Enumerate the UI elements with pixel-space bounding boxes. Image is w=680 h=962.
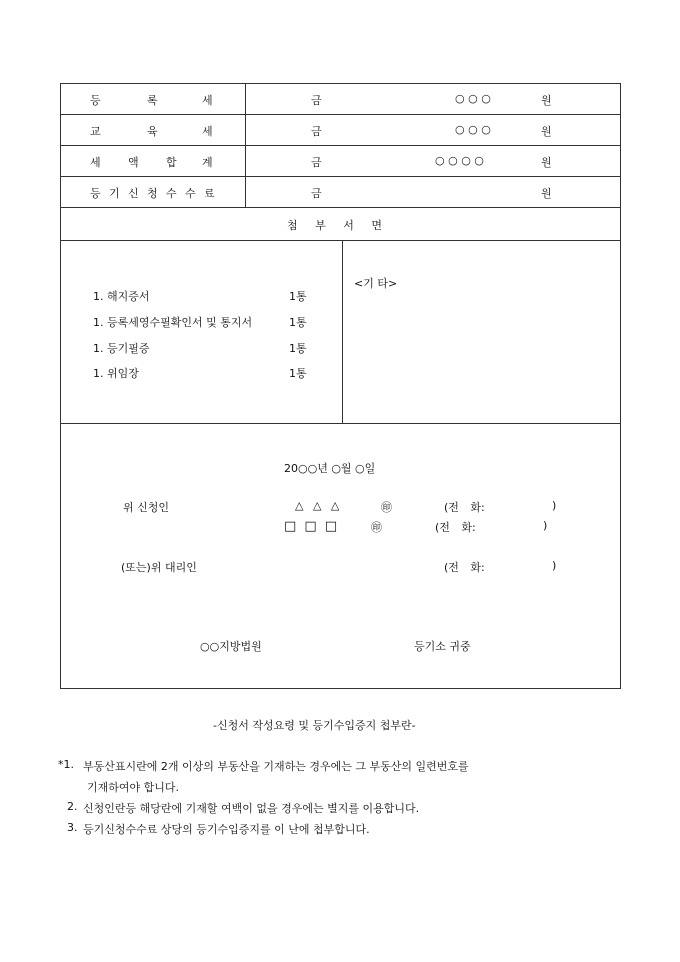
phone-close: ) [552, 499, 557, 512]
fee-currency: 금 [311, 125, 322, 138]
note-continuation: 기재하여야 합니다. [87, 781, 180, 794]
note-text: 등기신청수수료 상당의 등기수입증지를 이 난에 첩부합니다. [83, 823, 370, 836]
fee-label-char: 록 [147, 94, 158, 107]
fee-amount: ○ ○ ○ [455, 92, 491, 105]
row-divider [61, 240, 620, 241]
fee-label-char: 등 [90, 187, 101, 200]
notes-title: -신청서 작성요령 및 등기수입증지 첩부란- [213, 719, 416, 732]
fee-unit: 원 [541, 125, 552, 138]
fee-label-char: 합 [166, 156, 177, 169]
note-marker: *1. [58, 758, 74, 771]
application-date: 20○○년 ○월 ○일 [284, 462, 376, 475]
fee-label-char: 기 [109, 187, 120, 200]
row-divider [61, 114, 620, 115]
attachments-heading: 첨 부 서 면 [287, 219, 382, 232]
fee-label-char: 수 [166, 187, 177, 200]
fee-label-char: 등 [90, 94, 101, 107]
seal-icon: ㊞ [381, 501, 392, 514]
phone-label: (전 화: [444, 501, 485, 514]
fee-label-char: 료 [204, 187, 215, 200]
column-divider [342, 240, 343, 423]
attachment-item: 1. 위임장 [93, 367, 139, 380]
phone-label: (전 화: [435, 521, 476, 534]
fee-label-char: 액 [128, 156, 139, 169]
applicant-marks-2: □ □ □ [284, 519, 338, 534]
attachment-item: 1. 등록세영수필확인서 및 통지서 [93, 316, 253, 329]
fee-amount: ○ ○ ○ ○ [435, 154, 484, 167]
phone-close: ) [543, 519, 548, 532]
fee-amount: ○ ○ ○ [455, 123, 491, 136]
attachment-item: 1. 해지증서 [93, 290, 150, 303]
fee-label-char: 청 [147, 187, 158, 200]
registration-form [60, 83, 621, 689]
fee-currency: 금 [311, 156, 322, 169]
fee-label-char: 세 [202, 94, 213, 107]
fee-label-char: 세 [202, 125, 213, 138]
fee-currency: 금 [311, 94, 322, 107]
column-divider [245, 84, 246, 207]
note-text: 부동산표시란에 2개 이상의 부동산을 기재하는 경우에는 그 부동산의 일련번호를 [83, 760, 469, 773]
attachment-count: 1통 [289, 316, 307, 329]
attachment-count: 1통 [289, 342, 307, 355]
row-divider [61, 145, 620, 146]
attachment-item: 1. 등기필증 [93, 342, 150, 355]
fee-label-char: 육 [147, 125, 158, 138]
attachment-count: 1통 [289, 290, 307, 303]
fee-unit: 원 [541, 156, 552, 169]
fee-unit: 원 [541, 94, 552, 107]
phone-close: ) [552, 559, 557, 572]
fee-label-char: 교 [90, 125, 101, 138]
note-text: 신청인란등 해당란에 기재할 여백이 없을 경우에는 별지를 이용합니다. [83, 802, 420, 815]
attachment-count: 1통 [289, 367, 307, 380]
fee-label-char: 계 [202, 156, 213, 169]
row-divider [61, 207, 620, 208]
fee-currency: 금 [311, 187, 322, 200]
seal-icon: ㊞ [371, 521, 382, 534]
applicant-marks: △ △ △ [295, 499, 340, 512]
note-marker: 3. [67, 821, 78, 834]
applicant-label: 위 신청인 [123, 501, 170, 514]
fee-label-char: 신 [128, 187, 139, 200]
agent-label: (또는)위 대리인 [121, 561, 197, 574]
row-divider [61, 423, 620, 424]
court-name: ○○지방법원 [200, 640, 262, 653]
fee-label-char: 세 [90, 156, 101, 169]
fee-label-char: 수 [185, 187, 196, 200]
phone-label: (전 화: [444, 561, 485, 574]
row-divider [61, 176, 620, 177]
note-marker: 2. [67, 800, 78, 813]
registry-addressee: 등기소 귀중 [414, 640, 471, 653]
other-label: <기 타> [354, 277, 398, 290]
fee-unit: 원 [541, 187, 552, 200]
